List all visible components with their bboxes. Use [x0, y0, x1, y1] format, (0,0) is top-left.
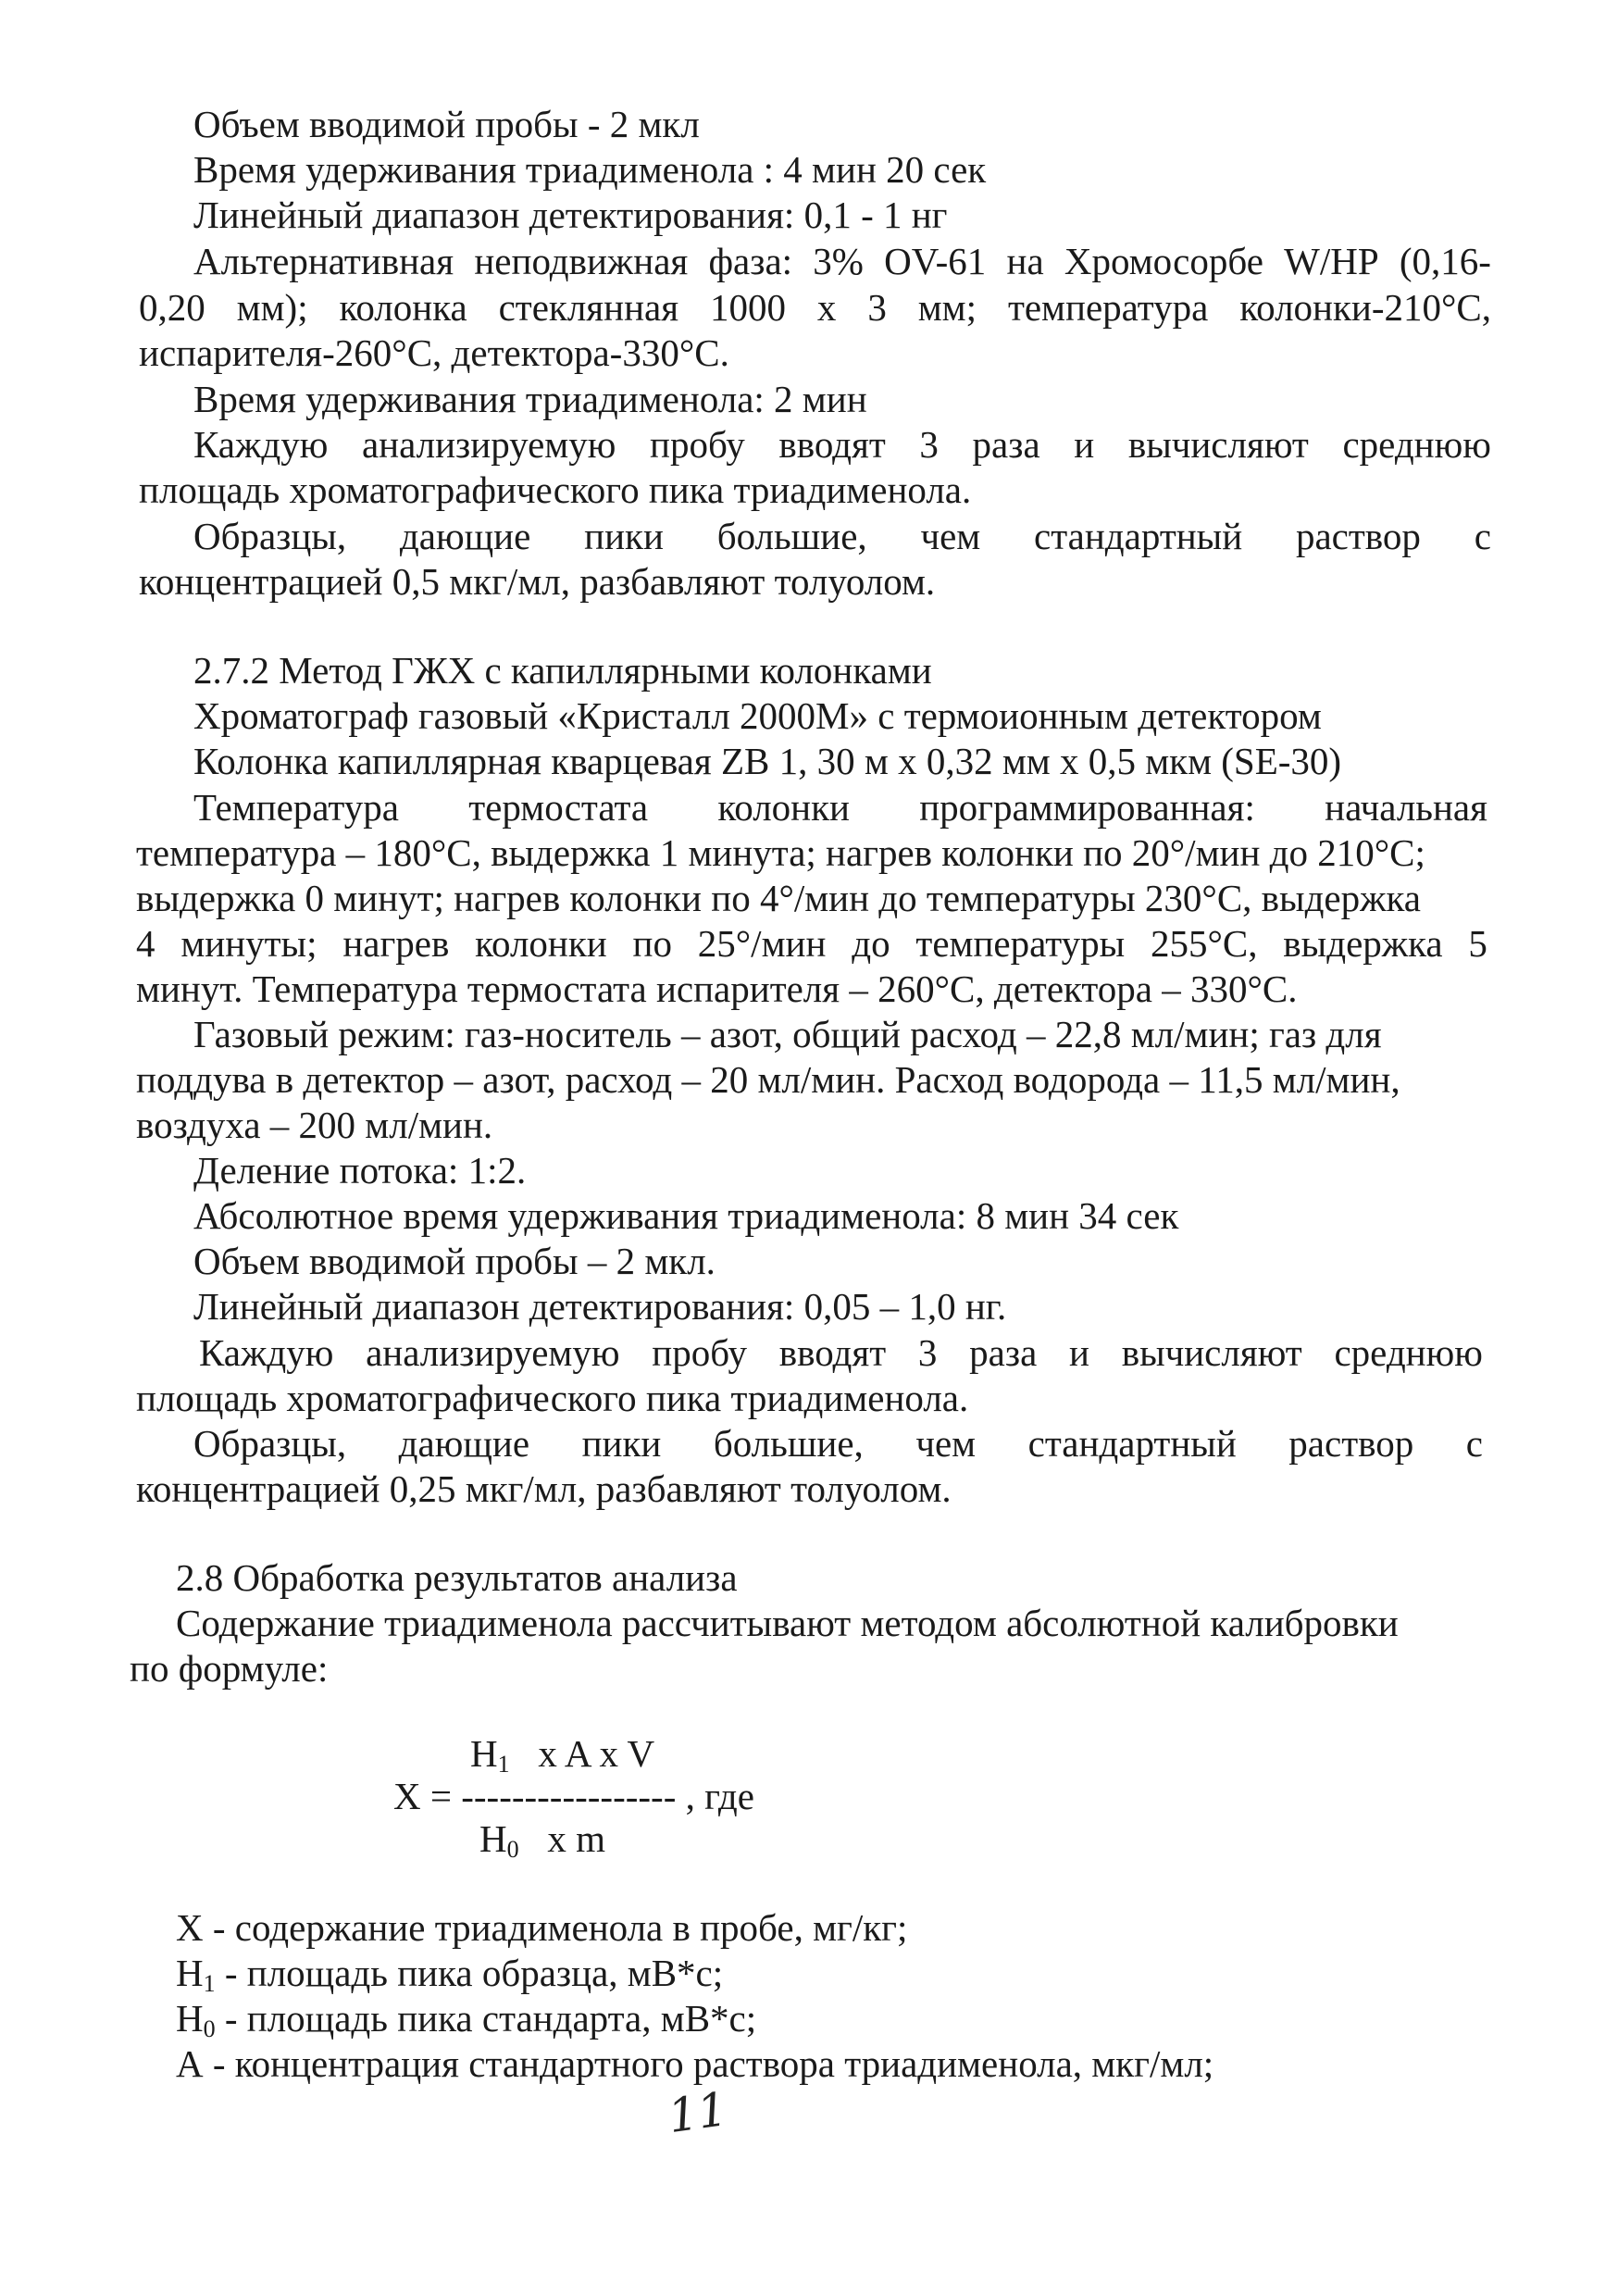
formula-symbol: H	[479, 1817, 507, 1860]
text-line: Объем вводимой пробы – 2 мкл.	[193, 1240, 716, 1282]
word: и	[1074, 423, 1095, 466]
section-heading: 2.7.2 Метод ГЖХ с капиллярными колонками	[193, 649, 932, 692]
text-line: Линейный диапазон детектирования: 0,05 – 1,0 нг.	[193, 1285, 1007, 1328]
word: среднюю	[1342, 423, 1491, 466]
word: начальная	[1325, 786, 1487, 829]
text-line: Объем вводимой пробы - 2 мкл	[193, 103, 700, 145]
word: пробу	[650, 423, 745, 466]
word: большие,	[716, 515, 867, 557]
formula-term: x A x V	[538, 1732, 655, 1775]
word: вычисляют	[1127, 423, 1309, 466]
text-line: площадь хроматографического пика триадименола.	[136, 1377, 969, 1419]
definition-symbol: H	[176, 1997, 204, 2040]
text-line: выдержка 0 минут; нагрев колонки по 4°/мин до температуры 230°С, выдержка	[136, 877, 1421, 919]
word: термостата	[468, 786, 649, 829]
word: с	[1465, 1422, 1483, 1465]
formula-where: , где	[685, 1775, 754, 1817]
formula-term: x m	[547, 1817, 606, 1860]
word: на	[1006, 240, 1044, 282]
formula-subscript: 0	[506, 1836, 519, 1863]
word: дающие	[398, 1422, 530, 1465]
definition-text: - площадь пика образца, мВ*с;	[215, 1952, 724, 1994]
text-line: площадь хроматографического пика триадименола.	[139, 468, 972, 511]
text-line: Абсолютное время удерживания триадименола: 8 мин 34 сек	[193, 1194, 1179, 1237]
word: 1000	[710, 286, 787, 329]
word: 0,20	[139, 286, 205, 329]
word: нагрев	[342, 922, 450, 965]
word: 5	[1468, 922, 1487, 965]
fraction-bar: -----------------	[461, 1775, 677, 1817]
word: по	[632, 922, 672, 965]
definition-symbol: H	[176, 1952, 204, 1994]
word: выдержка	[1283, 922, 1443, 965]
word: Каждую	[199, 1331, 334, 1374]
text-line: поддува в детектор – азот, расход – 20 мл/мин. Расход водорода – 11,5 мл/мин,	[136, 1058, 1400, 1101]
definition-text: - площадь пика стандарта, мВ*с;	[215, 1997, 757, 2040]
formula-line	[393, 1774, 754, 1819]
word: анализируемую	[361, 423, 616, 466]
formula-subscript: 1	[497, 1751, 510, 1778]
word: стандартный	[1027, 1422, 1237, 1465]
word: 25°/мин	[697, 922, 827, 965]
word: Температура	[193, 786, 399, 829]
word: стеклянная	[498, 286, 679, 329]
text-line: температура – 180°С, выдержка 1 минута; нагрев колонки по 20°/мин до 210°С;	[136, 831, 1425, 874]
word: мм);	[236, 286, 308, 329]
word: 4	[136, 922, 156, 965]
text-line: Газовый режим: газ-носитель – азот, общий расход – 22,8 мл/мин; газ для	[193, 1013, 1382, 1055]
word: минуты;	[180, 922, 317, 965]
justified-line	[139, 285, 1491, 331]
word: раза	[969, 1331, 1038, 1374]
word: вычисляют	[1121, 1331, 1302, 1374]
justified-line	[136, 921, 1487, 967]
section-heading: 2.8 Обработка результатов анализа	[176, 1556, 738, 1599]
word: анализируемую	[366, 1331, 620, 1374]
word: Образцы,	[193, 1422, 347, 1465]
definition-line: А - концентрация стандартного раствора триадименола, мкг/мл;	[176, 2042, 1214, 2085]
word: Каждую	[193, 423, 329, 466]
word: и	[1069, 1331, 1089, 1374]
word: раствор	[1295, 515, 1421, 557]
word: x	[816, 286, 837, 329]
word: программированная:	[919, 786, 1255, 829]
text-line: Время удерживания триадименола: 2 мин	[193, 378, 867, 420]
word: среднюю	[1334, 1331, 1483, 1374]
word: чем	[920, 515, 981, 557]
word: вводят	[778, 423, 886, 466]
text-line: Линейный диапазон детектирования: 0,1 - 1 нг	[193, 193, 948, 236]
word: неподвижная	[474, 240, 689, 282]
text-line: Содержание триадименола рассчитывают методом абсолютной калибровки	[176, 1602, 1399, 1644]
word: Хромосорбе	[1064, 240, 1263, 282]
word: раствор	[1288, 1422, 1414, 1465]
word: пробу	[652, 1331, 748, 1374]
word: Альтернативная	[193, 240, 454, 282]
word: стандартный	[1034, 515, 1243, 557]
definition-subscript: 1	[203, 1970, 216, 1997]
word: температура	[1007, 286, 1209, 329]
definition-subscript: 0	[203, 2015, 216, 2042]
word: фаза:	[708, 240, 793, 282]
justified-line	[193, 514, 1491, 559]
formula-numerator	[470, 1731, 654, 1777]
text-line: по формуле:	[130, 1647, 329, 1690]
word: колонки	[717, 786, 850, 829]
word: мм;	[917, 286, 977, 329]
word: 255°С,	[1150, 922, 1258, 965]
justified-line	[193, 239, 1491, 284]
formula-lhs: X =	[393, 1775, 452, 1817]
word: (0,16-	[1399, 240, 1491, 282]
word: до	[852, 922, 890, 965]
word: с	[1474, 515, 1491, 557]
text-line: испарителя-260°С, детектора-330°С.	[139, 331, 729, 374]
text-line: концентрацией 0,25 мкг/мл, разбавляют толуолом.	[136, 1467, 952, 1510]
text-line: концентрацией 0,5 мкг/мл, разбавляют толуолом.	[139, 560, 936, 603]
page-number: 11	[665, 2081, 731, 2144]
text-line: Хроматограф газовый «Кристалл 2000М» с термоионным детектором	[193, 694, 1322, 737]
word: 3	[867, 286, 887, 329]
text-line: Время удерживания триадименола : 4 мин 20 сек	[193, 148, 987, 191]
word: W/HP	[1284, 240, 1379, 282]
justified-line	[193, 1421, 1483, 1466]
definition-line	[176, 1996, 756, 2041]
text-line: Колонка капиллярная кварцевая ZB 1, 30 м х 0,32 мм х 0,5 мкм (SE-30)	[193, 740, 1342, 782]
word: колонки	[475, 922, 607, 965]
text-line: воздуха – 200 мл/мин.	[136, 1104, 493, 1146]
word: температуры	[915, 922, 1126, 965]
word: OV-61	[884, 240, 987, 282]
justified-line	[199, 1330, 1483, 1376]
word: дающие	[399, 515, 531, 557]
text-line: Деление потока: 1:2.	[193, 1149, 527, 1192]
formula-denominator	[479, 1816, 605, 1862]
justified-line	[193, 422, 1491, 468]
word: пики	[581, 1422, 662, 1465]
word: 3	[917, 1331, 938, 1374]
word: вводят	[778, 1331, 887, 1374]
word: колонка	[339, 286, 467, 329]
word: Образцы,	[193, 515, 347, 557]
definition-line: X - содержание триадименола в пробе, мг/кг;	[176, 1906, 908, 1949]
justified-line	[193, 785, 1487, 830]
definition-line	[176, 1951, 723, 1996]
word: чем	[915, 1422, 977, 1465]
word: 3%	[813, 240, 864, 282]
word: колонки-210°С,	[1239, 286, 1491, 329]
word: большие,	[713, 1422, 864, 1465]
word: 3	[919, 423, 939, 466]
formula-symbol: H	[470, 1732, 498, 1775]
text-line: минут. Температура термостата испарителя – 260°С, детектора – 330°С.	[136, 967, 1298, 1010]
word: пики	[584, 515, 664, 557]
word: раза	[972, 423, 1040, 466]
